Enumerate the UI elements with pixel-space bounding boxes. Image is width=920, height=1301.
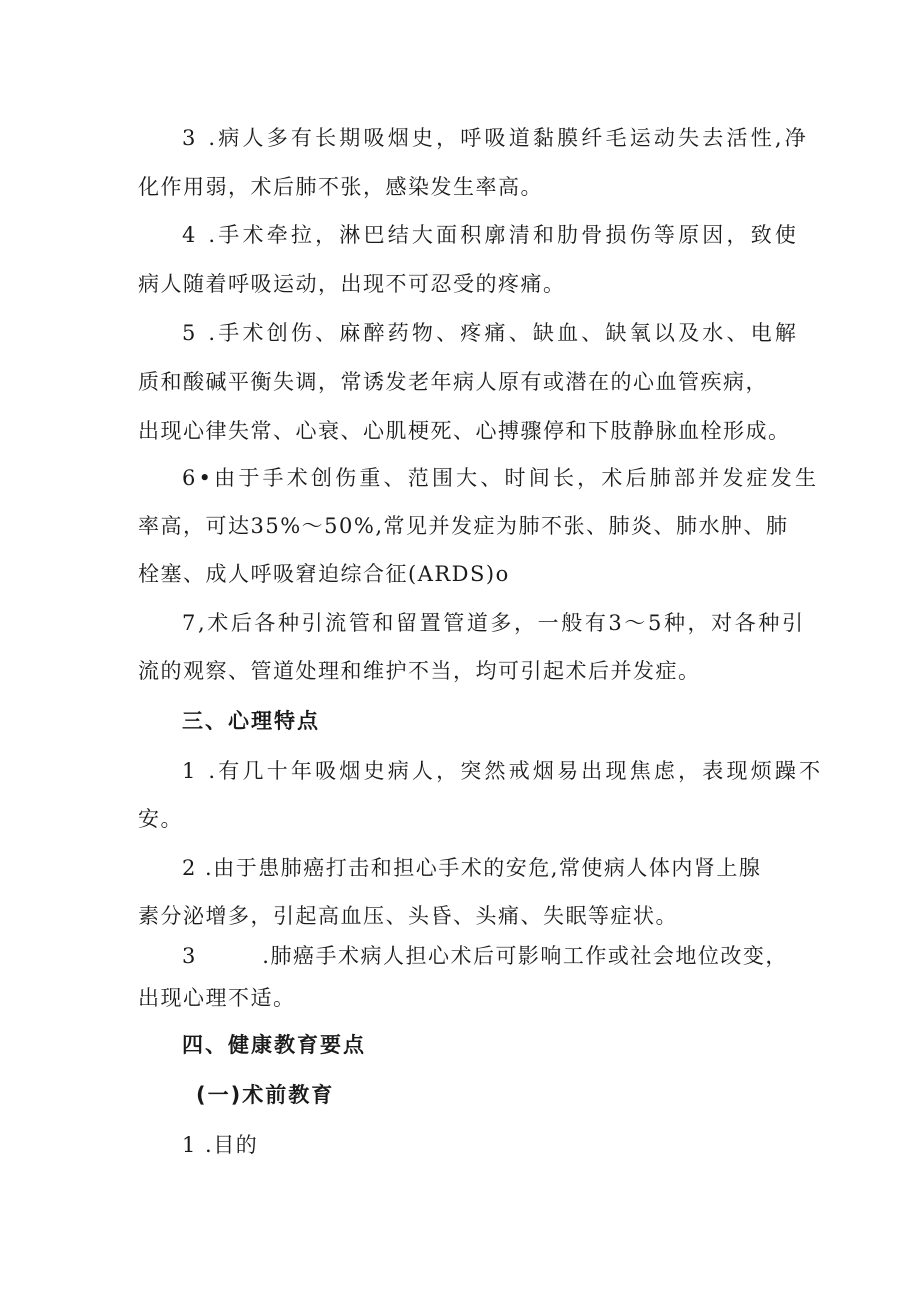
psych-item-2-line-1: 2 .由于患肺癌打击和担心手术的安危,常使病人体内肾上腺 xyxy=(182,856,762,880)
paragraph-4-line-1: 4 .手术牵拉，淋巴结大面积廓清和肋骨损伤等原因，致使 xyxy=(182,223,800,247)
section-heading-psychology: 三、心理特点 xyxy=(182,709,320,733)
paragraph-3-line-2: 化作用弱，术后肺不张，感染发生率高。 xyxy=(138,175,543,199)
section-heading-health-education: 四、健康教育要点 xyxy=(182,1033,366,1057)
paragraph-6-line-2: 率高，可达35%～50%,常见并发症为肺不张、肺炎、肺水肿、肺 xyxy=(138,514,789,538)
paragraph-3-line-1: 3 .病人多有长期吸烟史，呼吸道黏膜纤毛运动失去活性,净 xyxy=(182,126,809,150)
paragraph-4-line-2: 病人随着呼吸运动，出现不可忍受的疼痛。 xyxy=(138,272,566,296)
item-purpose: 1 .目的 xyxy=(182,1133,259,1157)
subsection-heading-preop: (一)术前教育 xyxy=(196,1083,335,1107)
paragraph-7-line-2: 流的观察、管道处理和维护不当，均可引起术后并发症。 xyxy=(138,659,701,683)
paragraph-5-line-3: 出现心律失常、心衰、心肌梗死、心搏骤停和下肢静脉血栓形成。 xyxy=(138,419,791,443)
psych-item-1-line-1: 1 .有几十年吸烟史病人，突然戒烟易出现焦虑，表现烦躁不 xyxy=(182,759,824,783)
paragraph-5-line-2: 质和酸碱平衡失调，常诱发老年病人原有或潜在的心血管疾病， xyxy=(138,370,768,394)
psych-item-3-line-1: 3 .肺癌手术病人担心术后可影响工作或社会地位改变， xyxy=(182,944,788,968)
psych-item-2-line-2: 素分泌增多，引起高血压、头昏、头痛、失眠等症状。 xyxy=(138,904,678,928)
paragraph-5-line-1: 5 .手术创伤、麻醉药物、疼痛、缺血、缺氧以及水、电解 xyxy=(182,321,800,345)
psych-item-1-line-2: 安。 xyxy=(138,807,183,831)
paragraph-6-line-3: 栓塞、成人呼吸窘迫综合征(ARDS)o xyxy=(138,562,510,586)
paragraph-7-line-1: 7,术后各种引流管和留置管道多，一般有3～5种，对各种引 xyxy=(182,611,806,635)
paragraph-6-line-1: 6•由于手术创伤重、范围大、时间长，术后肺部并发症发生 xyxy=(182,466,820,490)
psych-item-3-line-2: 出现心理不适。 xyxy=(138,986,296,1010)
